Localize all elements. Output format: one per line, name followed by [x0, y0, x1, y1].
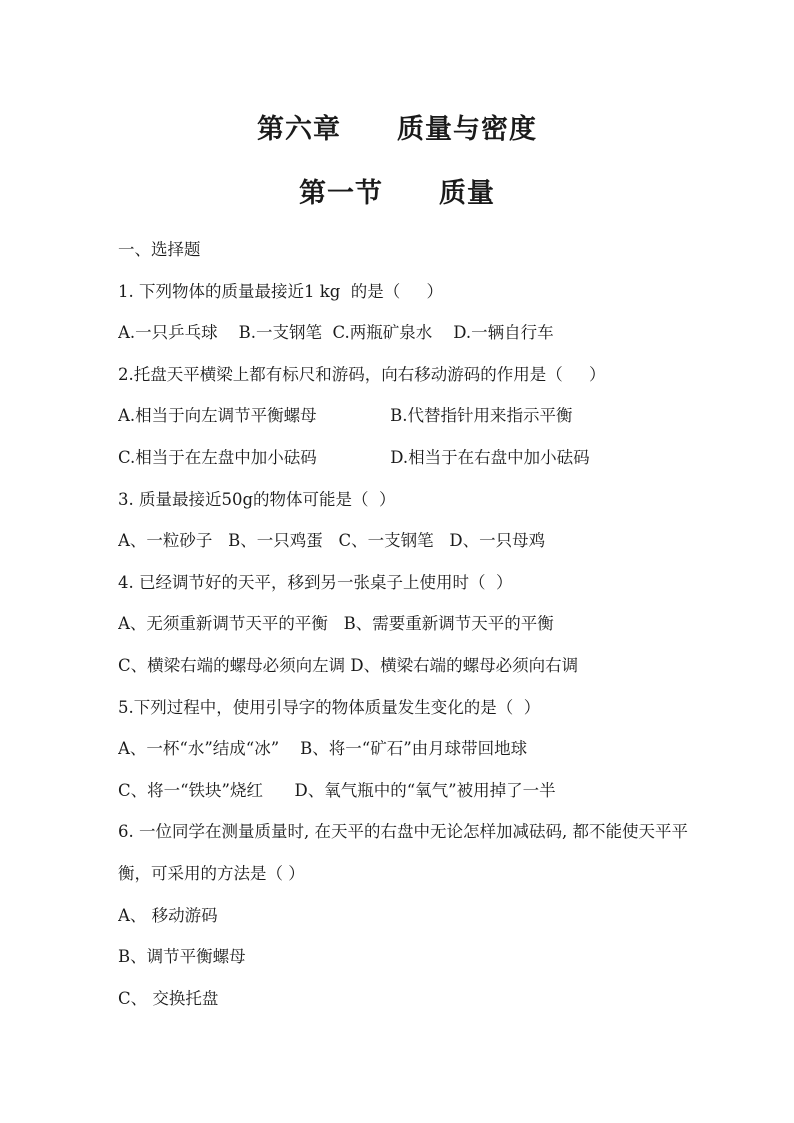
section-heading: 一、选择题	[118, 240, 201, 259]
question-5-stem: 5.下列过程中，使用引导字的物体质量发生变化的是（ ）	[118, 697, 541, 717]
question-2-stem: 2.托盘天平横梁上都有标尺和游码，向右移动游码的作用是（ ）	[118, 364, 606, 384]
question-1-options-line-1: A.一只乒乓球 B.一支钢笔 C.两瓶矿泉水 D.一辆自行车	[118, 323, 554, 343]
question-2-options-line-1: A.相当于向左调节平衡螺母 B.代替指针用来指示平衡	[118, 406, 573, 426]
question-2-options-line-2: C.相当于在左盘中加小砝码 D.相当于在右盘中加小砝码	[118, 447, 590, 467]
question-5-options-line-1: A、一杯“水”结成“冰” B、将一“矿石”由月球带回地球	[118, 739, 528, 759]
question-4-options-line-1: A、无须重新调节天平的平衡 B、需要重新调节天平的平衡	[118, 614, 554, 634]
section-title: 第一节 质量	[299, 178, 495, 209]
question-6-option-c: C、 交换托盘	[118, 988, 219, 1008]
question-5-options-line-2: C、将一“铁块”烧红 D、氧气瓶中的“氧气”被用掉了一半	[118, 780, 556, 800]
question-6-option-b: B、调节平衡螺母	[118, 947, 246, 967]
question-3-stem: 3. 质量最接近50g的物体可能是（ ）	[118, 489, 396, 509]
question-body	[118, 229, 688, 1019]
question-4-options-line-2: C、横梁右端的螺母必须向左调 D、横梁右端的螺母必须向右调	[118, 655, 579, 675]
question-3-options-line-1: A、一粒砂子 B、一只鸡蛋 C、一支钢笔 D、一只母鸡	[118, 531, 546, 551]
question-1-stem: 1. 下列物体的质量最接近1 kg 的是（ ）	[118, 281, 444, 301]
question-6-stem: 6. 一位同学在测量质量时, 在天平的右盘中无论怎样加减砝码, 都不能使天平平衡，可采用的方法是（ ）	[118, 822, 688, 883]
question-4-stem: 4. 已经调节好的天平，移到另一张桌子上使用时（ ）	[118, 572, 513, 592]
question-6-option-a: A、 移动游码	[118, 905, 218, 925]
chapter-title: 第六章 质量与密度	[257, 114, 537, 145]
